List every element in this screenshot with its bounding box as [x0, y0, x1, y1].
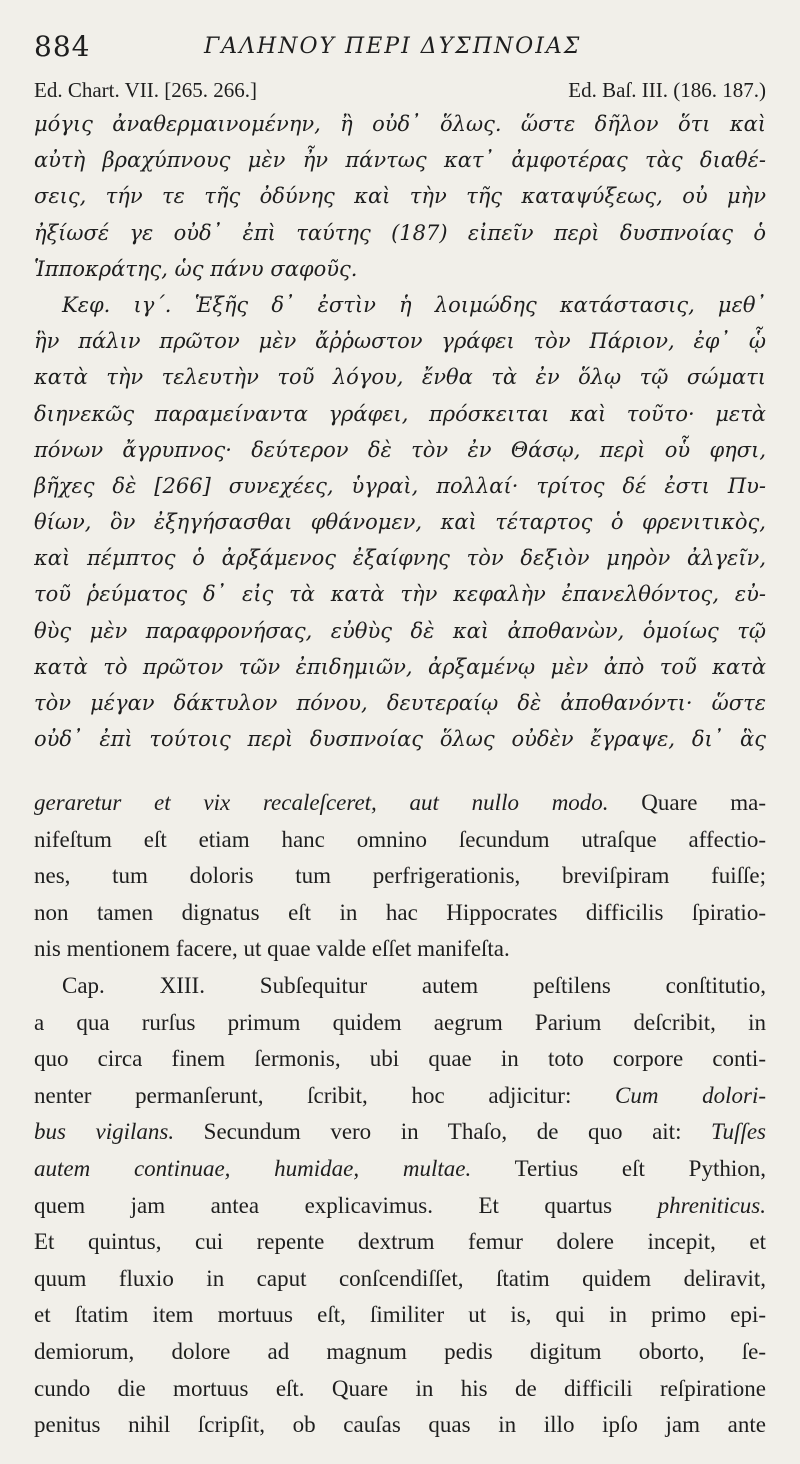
greek-line: βῆχες δὲ [266] συνεχέες, ὑγραὶ, πολλαί· τρίτος δέ ἐστι Πυ- [34, 473, 766, 498]
latin-line: penitus nihil ſcripſit, ob cauſas quas in illo ipſo jam ante [34, 1412, 766, 1438]
latin-line [34, 1078, 766, 1115]
latin-italic-phrase: autem continuae, humidae, multae. [34, 1155, 472, 1181]
greek-line: θὺς μὲν παραφρονήσας, εὐθὺς δὲ καὶ ἀποθανὼν, ὁμοίως τῷ [34, 618, 766, 643]
latin-italic-phrase: geraretur et vix recaleſceret, aut nullo modo. [34, 790, 609, 815]
latin-line [34, 1188, 766, 1225]
greek-line: Ἱπποκράτης, ὡς πάνυ σαφοῦς. [34, 256, 358, 281]
page-number: 884 [34, 30, 91, 63]
greek-line: κατὰ τὸ πρῶτον τῶν ἐπιδημιῶν, ἀρξαμένῳ μὲν ἀπὸ τοῦ κατὰ [34, 654, 766, 679]
greek-line: τοῦ ῥεύματος δ᾽ εἰς τὰ κατὰ τὴν κεφαλὴν ἐπανελθόντος, εὐ- [34, 582, 766, 607]
latin-line: Et quintus, cui repente dextrum femur dolere incepit, et [34, 1229, 766, 1255]
greek-line: αὐτὴ βραχύπνους μὲν ἦν πάντως κατ᾽ ἀμφοτέρας τὰς διαθέ- [34, 148, 766, 173]
latin-line: Cap. XIII. Subſequitur autem peſtilens conſtitutio, [62, 972, 766, 998]
latin-phrase: Quare ma- [608, 790, 766, 815]
greek-line: ἣν πάλιν πρῶτον μὲν ἄῤῥωστον γράφει τὸν Πάριον, ἐφ᾽ ᾧ [34, 329, 766, 354]
latin-line: nes, tum doloris tum perfrigerationis, breviſpiram fuiſſe; [34, 863, 766, 889]
latin-line [34, 1151, 766, 1188]
latin-phrase: nenter permanſerunt, ſcribit, hoc adjicitur: [34, 1082, 615, 1108]
latin-line: et ſtatim item mortuus eſt, ſimiliter ut is, qui in primo epi- [34, 1302, 766, 1328]
latin-phrase: quem jam antea explicavimus. Et quartus [34, 1192, 658, 1218]
greek-line: διηνεκῶς παραμείναντα γράφει, πρόσκειται καὶ τοῦτο· μετὰ [34, 401, 766, 426]
edition-right: Ed. Baſ. III. (186. 187.) [568, 78, 766, 102]
greek-line: κατὰ τὴν τελευτὴν τοῦ λόγου, ἔνθα τὰ ἐν ὅλῳ τῷ σώματι [34, 365, 766, 390]
latin-italic-phrase: bus vigilans. [34, 1119, 175, 1145]
latin-line [34, 785, 766, 822]
page-header [34, 30, 766, 64]
latin-line: quum fluxio in caput conſcendiſſet, ſtatim quidem deliravit, [34, 1265, 766, 1291]
latin-italic-phrase: phreniticus. [657, 1192, 766, 1218]
latin-phrase: Tertius eſt Pythion, [471, 1155, 766, 1181]
latin-italic-phrase: Tuſſes [711, 1119, 766, 1145]
latin-italic-phrase: Cum dolori- [615, 1082, 766, 1108]
running-title: ΓΑΛΗΝΟΥ ΠΕΡΙ ΔΥΣΠΝΟΙΑΣ [204, 34, 582, 59]
greek-line: τὸν μέγαν δάκτυλον πόνου, δευτεραίῳ δὲ ἀποθανόντι· ὥστε [34, 691, 766, 715]
latin-line: nis mentionem facere, ut quae valde eſſet manifeſta. [34, 936, 510, 962]
edition-line [34, 78, 766, 106]
greek-line: θίων, ὃν ἐξηγήσασθαι φθάνομεν, καὶ τέταρτος ὁ φρενιτικὸς, [34, 510, 766, 535]
edition-left: Ed. Chart. VII. [265. 266.] [34, 78, 257, 102]
greek-text [34, 106, 766, 757]
greek-line: ἠξίωσέ γε οὐδ᾽ ἐπὶ ταύτης (187) εἰπεῖν περὶ δυσπνοίας ὁ [34, 220, 766, 245]
latin-text [34, 785, 766, 1444]
latin-line: quo circa finem ſermonis, ubi quae in toto corpore conti- [34, 1046, 766, 1072]
latin-line: cundo die mortuus eſt. Quare in his de difficili reſpiratione [34, 1375, 766, 1401]
greek-line: Κεφ. ιγ΄. Ἑξῆς δ᾽ ἐστὶν ἡ λοιμώδης κατάστασις, μεθ᾽ [62, 292, 766, 317]
greek-line: σεις, τήν τε τῆς ὀδύνης καὶ τὴν τῆς καταψύξεως, οὐ μὴν [34, 184, 766, 209]
latin-line: nifeſtum eſt etiam hanc omnino ſecundum utraſque affectio- [34, 826, 766, 852]
latin-line: non tamen dignatus eſt in hac Hippocrates difficilis ſpiratio- [34, 899, 766, 925]
greek-line: καὶ πέμπτος ὁ ἀρξάμενος ἐξαίφνης τὸν δεξιὸν μηρὸν ἀλγεῖν, [34, 546, 766, 571]
greek-line: πόνων ἄγρυπνος· δεύτερον δὲ τὸν ἐν Θάσῳ, περὶ οὗ φησι, [34, 437, 766, 462]
latin-phrase: Secundum vero in Thaſo, de quo ait: [174, 1119, 712, 1145]
latin-line: a qua rurſus primum quidem aegrum Parium deſcribit, in [34, 1009, 766, 1035]
greek-line: οὐδ᾽ ἐπὶ τούτοις περὶ δυσπνοίας ὅλως οὐδὲν ἔγραψε, δι᾽ ἃς [34, 727, 766, 752]
latin-line [34, 1114, 766, 1151]
greek-line: μόγις ἀναθερμαινομένην, ἢ οὐδ᾽ ὅλως. ὥστε δῆλον ὅτι καὶ [34, 112, 766, 136]
latin-line: demiorum, dolore ad magnum pedis digitum oborto, ſe- [34, 1338, 766, 1364]
